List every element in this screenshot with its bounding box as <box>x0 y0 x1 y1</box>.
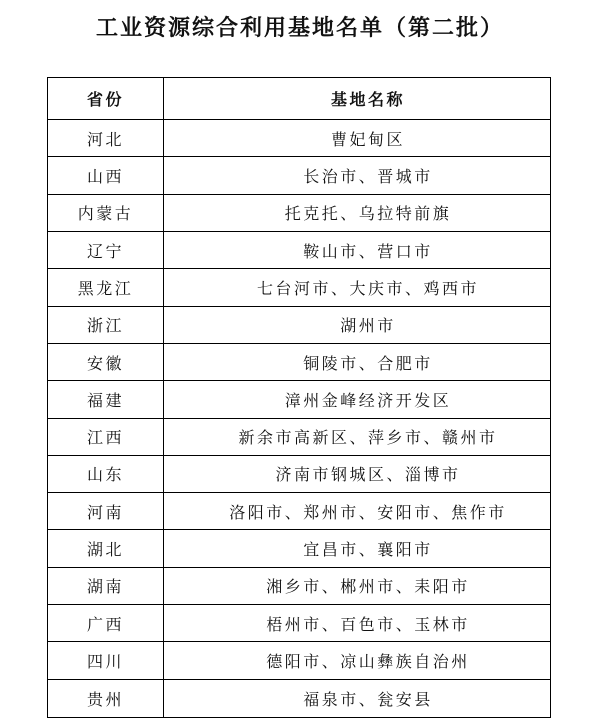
base-name-cell: 湘乡市、郴州市、耒阳市 <box>164 568 550 605</box>
province-cell: 辽宁 <box>48 232 164 269</box>
province-cell: 内蒙古 <box>48 195 164 232</box>
base-name-cell: 铜陵市、合肥市 <box>164 344 550 381</box>
base-name-cell: 曹妃甸区 <box>164 120 550 157</box>
base-name-cell: 托克托、乌拉特前旗 <box>164 195 550 232</box>
base-name-cell: 湖州市 <box>164 307 550 344</box>
province-cell: 浙江 <box>48 307 164 344</box>
base-name-cell: 新余市高新区、萍乡市、赣州市 <box>164 419 550 456</box>
province-cell: 河北 <box>48 120 164 157</box>
province-cell: 贵州 <box>48 680 164 717</box>
province-cell: 黑龙江 <box>48 269 164 306</box>
base-name-cell: 宜昌市、襄阳市 <box>164 530 550 567</box>
base-name-cell: 七台河市、大庆市、鸡西市 <box>164 269 550 306</box>
base-name-cell: 福泉市、瓮安县 <box>303 689 433 709</box>
province-cell: 山东 <box>48 456 164 493</box>
base-name-cell: 长治市、晋城市 <box>164 157 550 194</box>
base-name-cell: 梧州市、百色市、玉林市 <box>164 605 550 642</box>
province-cell: 四川 <box>48 642 164 679</box>
province-cell: 广西 <box>48 605 164 642</box>
base-list-table <box>47 77 551 718</box>
province-cell: 湖南 <box>48 568 164 605</box>
base-name-cell: 漳州金峰经济开发区 <box>164 381 550 418</box>
province-cell: 福建 <box>48 381 164 418</box>
header-base-name: 基地名称 <box>164 78 550 120</box>
province-cell: 山西 <box>48 157 164 194</box>
province-cell: 安徽 <box>48 344 164 381</box>
province-cell: 河南 <box>48 493 164 530</box>
base-name-cell: 德阳市、凉山彝族自治州 <box>164 642 550 679</box>
base-name-cell: 鞍山市、营口市 <box>164 232 550 269</box>
province-cell: 湖北 <box>48 530 164 567</box>
base-name-cell: 济南市钢城区、淄博市 <box>164 456 550 493</box>
header-province: 省份 <box>48 78 164 120</box>
province-cell: 江西 <box>48 419 164 456</box>
document-title: 工业资源综合利用基地名单（第二批） <box>95 15 504 41</box>
base-name-cell: 洛阳市、郑州市、安阳市、焦作市 <box>164 493 550 530</box>
